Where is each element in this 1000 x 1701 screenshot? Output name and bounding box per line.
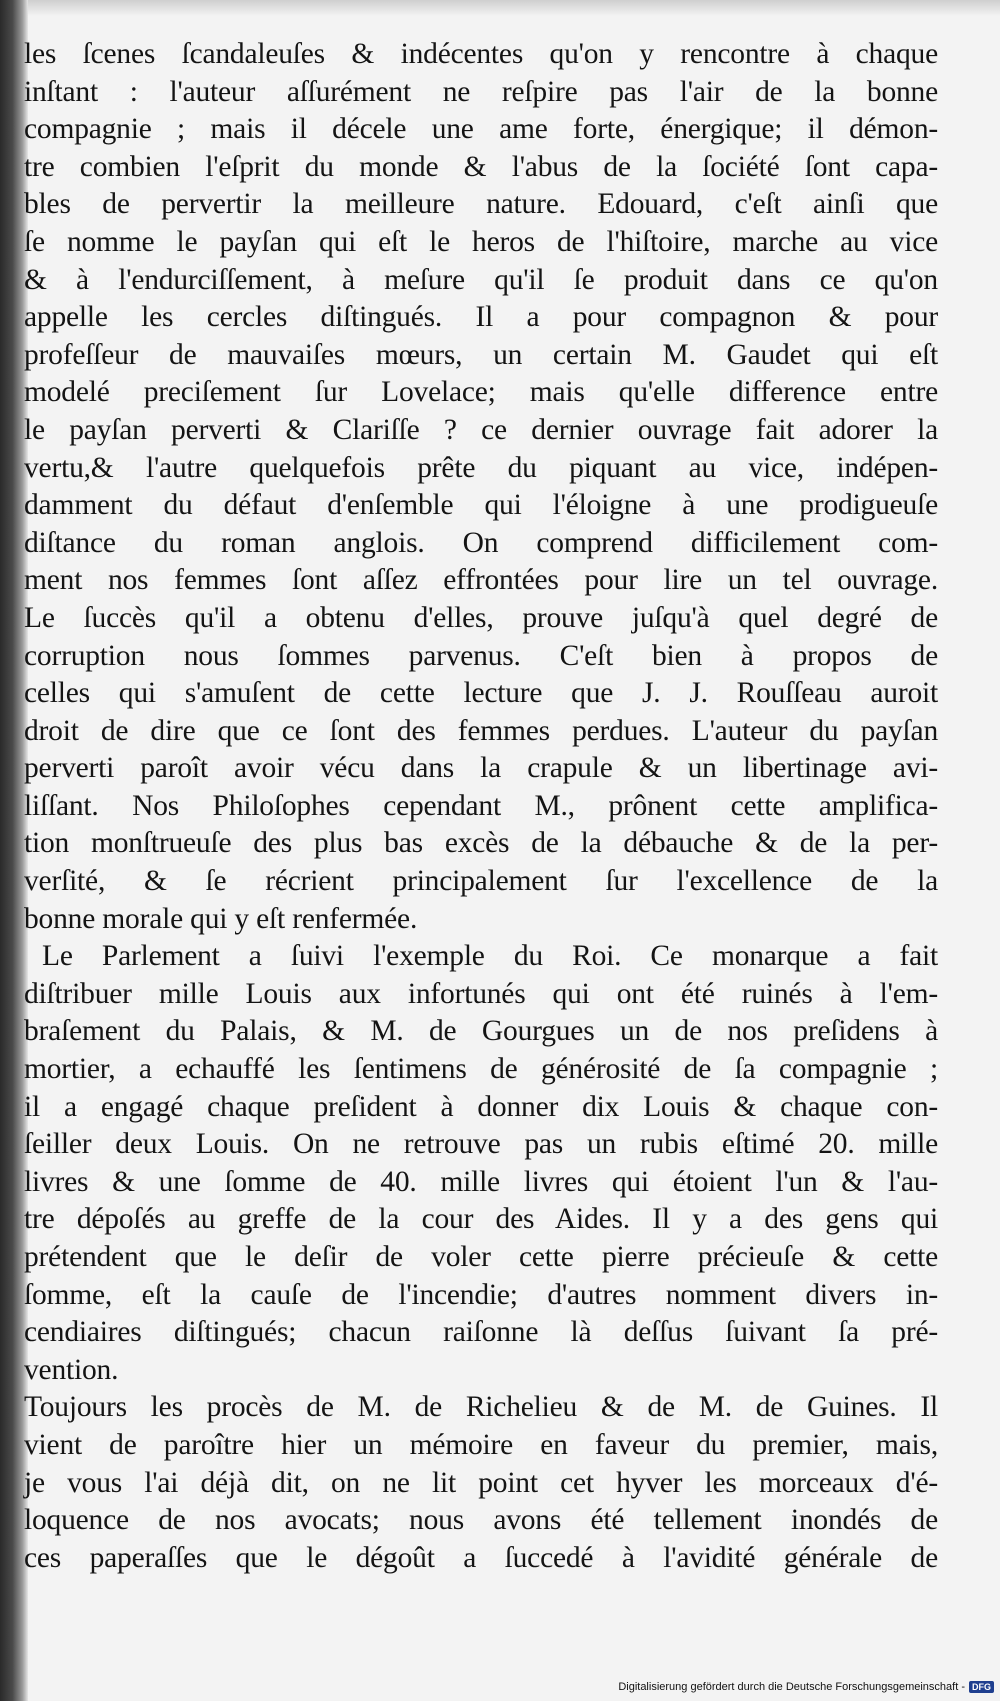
credit-text: Digitalisierung gefördert durch die Deutsche Forschungsgemeinschaft - bbox=[618, 1681, 965, 1693]
text-line: le payſan perverti & Clariſſe ? ce dernier ouvrage fait adorer la bbox=[24, 413, 938, 446]
text-line: livres & une ſomme de 40. mille livres qui étoient l'un & l'au- bbox=[24, 1165, 938, 1198]
text-line: damment du défaut d'enſemble qui l'éloigne à une prodigueuſe bbox=[24, 489, 938, 522]
text-line: Le ſuccès qu'il a obtenu d'elles, prouve juſqu'à quel degré de bbox=[24, 601, 938, 634]
text-line: loquence de nos avocats; nous avons été tellement inondés de bbox=[24, 1504, 938, 1537]
text-line: liſſant. Nos Philoſophes cependant M., prônent cette amplifica- bbox=[24, 789, 938, 822]
text-line: ſeiller deux Louis. On ne retrouve pas un rubis eſtimé 20. mille bbox=[24, 1128, 938, 1161]
text-line: verſité, & ſe récrient principalement ſur l'excellence de la bbox=[24, 865, 938, 898]
text-line: profeſſeur de mauvaiſes mœurs, un certain M. Gaudet qui eſt bbox=[24, 338, 938, 371]
text-line: inſtant : l'auteur aſſurément ne reſpire pas l'air de la bonne bbox=[24, 75, 938, 108]
text-line: il a engagé chaque preſident à donner dix Louis & chaque con- bbox=[24, 1090, 938, 1123]
scan-top-edge bbox=[0, 0, 1000, 16]
text-line: tion monſtrueuſe des plus bas excès de la débauche & de la per- bbox=[24, 827, 938, 860]
text-line: compagnie ; mais il décele une ame forte, énergique; il démon- bbox=[24, 113, 938, 146]
text-line-paragraph-start: Toujours les procès de M. de Richelieu & de M. de Guines. Il bbox=[24, 1391, 938, 1424]
text-line: prétendent que le deſir de voler cette pierre précieuſe & cette bbox=[24, 1241, 938, 1273]
text-line: cendiaires diſtingués; chacun raiſonne là deſſus ſuivant ſa pré- bbox=[24, 1316, 938, 1349]
text-line: corruption nous ſommes parvenus. C'eſt bien à propos de bbox=[24, 639, 938, 672]
text-line: vient de paroître hier un mémoire en faveur du premier, mais, bbox=[24, 1428, 938, 1461]
text-line: ces paperaſſes que le dégoût a ſuccedé à l'avidité générale de bbox=[24, 1541, 938, 1574]
text-line: celles qui s'amuſent de cette lecture que J. J. Rouſſeau auroit bbox=[24, 677, 938, 710]
text-line: modelé preciſement ſur Lovelace; mais qu'elle difference entre bbox=[24, 376, 938, 409]
text-line: appelle les cercles diſtingués. Il a pour compagnon & pour bbox=[24, 301, 938, 334]
text-line: diſtance du roman anglois. On comprend difficilement com- bbox=[24, 526, 938, 559]
page-text-block bbox=[24, 36, 938, 1577]
text-line: vertu,& l'autre quelquefois prête du piquant au vice, indépen- bbox=[24, 451, 938, 484]
text-line: diſtribuer mille Louis aux infortunés qui ont été ruinés à l'em- bbox=[24, 977, 938, 1010]
text-line-paragraph-start: Le Parlement a ſuivi l'exemple du Roi. Ce monarque a fait bbox=[42, 940, 938, 973]
text-line: droit de dire que ce ſont des femmes perdues. L'auteur du payſan bbox=[24, 714, 938, 747]
text-line: braſement du Palais, & M. de Gourgues un de nos preſidens à bbox=[24, 1015, 938, 1048]
text-line: bles de pervertir la meilleure nature. Edouard, c'eſt ainſi que bbox=[24, 188, 938, 221]
text-line: tre combien l'eſprit du monde & l'abus de la ſociété ſont capa- bbox=[24, 150, 938, 183]
text-line: ſomme, eſt la cauſe de l'incendie; d'autres nomment divers in- bbox=[24, 1278, 938, 1311]
text-line-paragraph-end: vention. bbox=[24, 1353, 119, 1386]
text-line: je vous l'ai déjà dit, on ne lit point cet hyver les morceaux d'é- bbox=[24, 1466, 938, 1499]
text-line: ment nos femmes ſont aſſez effrontées pour lire un tel ouvrage. bbox=[24, 564, 938, 597]
text-line-paragraph-end: bonne morale qui y eſt renfermée. bbox=[24, 902, 418, 935]
text-line: & à l'endurciſſement, à meſure qu'il ſe produit dans ce qu'on bbox=[24, 263, 938, 296]
dfg-logo: DFG bbox=[969, 1681, 994, 1693]
text-line: les ſcenes ſcandaleuſes & indécentes qu'on y rencontre à chaque bbox=[24, 38, 938, 70]
text-line: tre dépoſés au greffe de la cour des Aides. Il y a des gens qui bbox=[24, 1203, 938, 1236]
text-line: ſe nomme le payſan qui eſt le heros de l'hiſtoire, marche au vice bbox=[24, 225, 938, 258]
digitization-credit bbox=[618, 1681, 994, 1693]
text-line: mortier, a echauffé les ſentimens de générosité de ſa compagnie ; bbox=[24, 1053, 938, 1086]
text-line: perverti paroît avoir vécu dans la crapule & un libertinage avi- bbox=[24, 752, 938, 785]
